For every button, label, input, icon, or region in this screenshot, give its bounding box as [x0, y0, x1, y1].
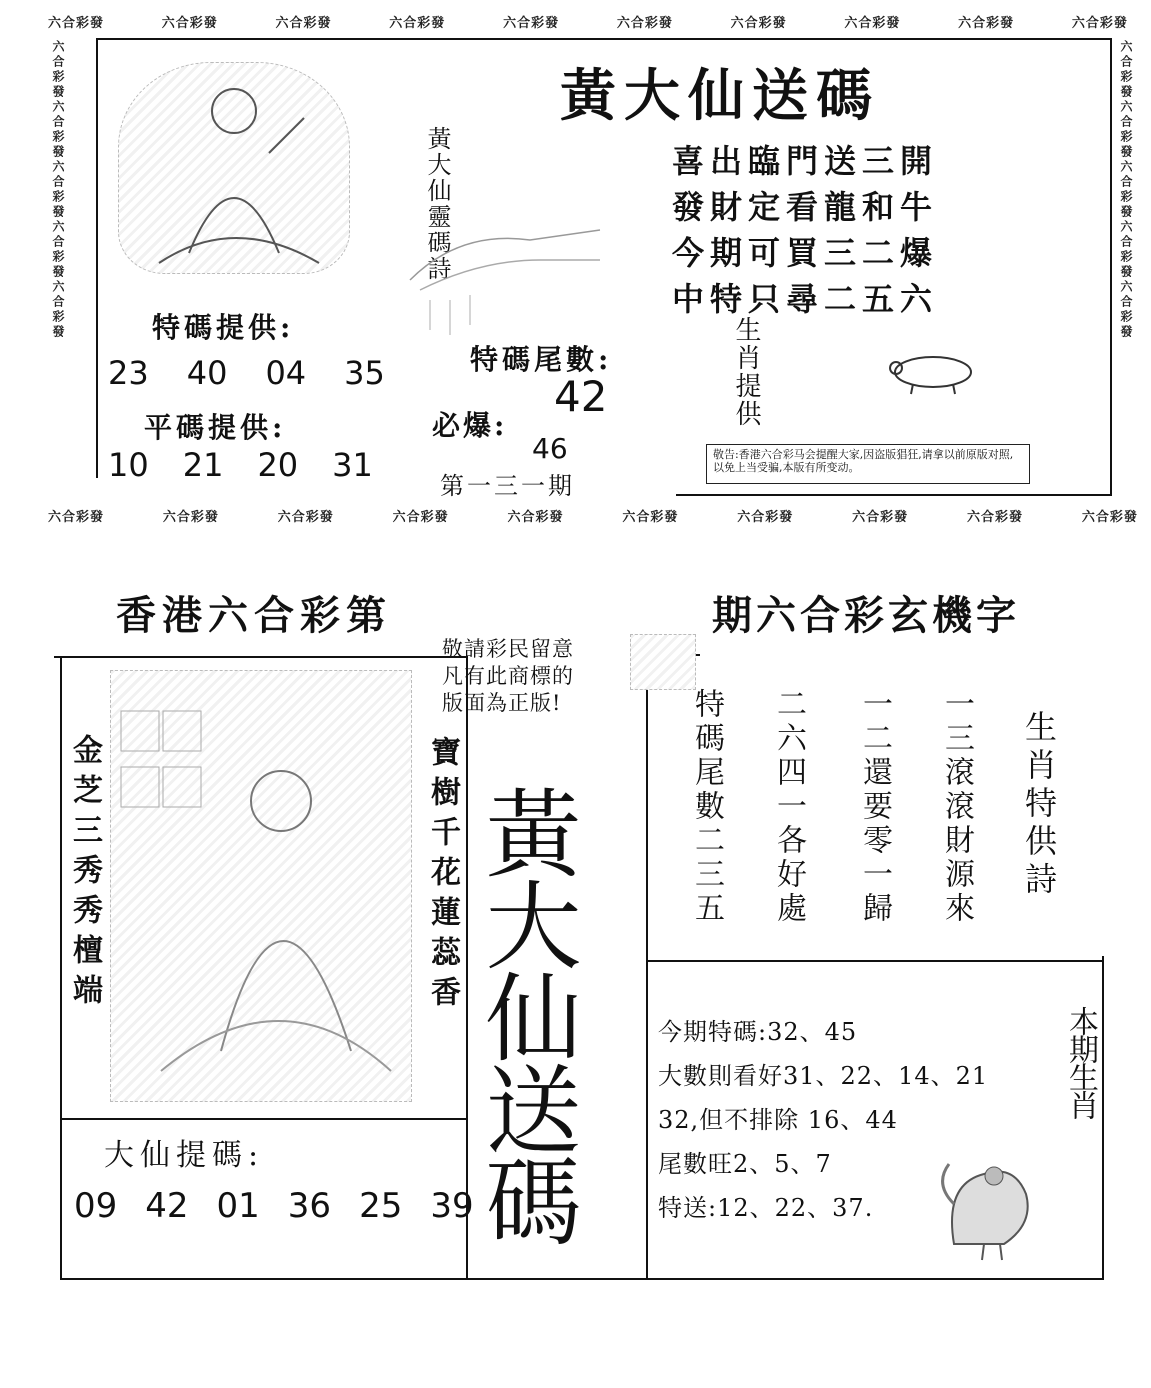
special-label: 特碼提供:: [152, 311, 295, 344]
notice-text: 敬告:香港六合彩马会提醒大家,因盗版猖狂,请拿以前原版对照,以免上当受骗,本版有所变动。: [713, 448, 1014, 474]
border-text: 六合彩發: [737, 510, 794, 525]
border-text: 六合彩發: [622, 510, 679, 525]
zodiac-side: 本期生肖: [1063, 1006, 1098, 1118]
border-strip-top: [48, 12, 1128, 31]
frame-top: [96, 38, 1112, 40]
top-title: 黃大仙送碼: [560, 63, 880, 129]
zodiac-label: 生肖提供: [731, 316, 761, 428]
poem-line: 發財定看龍和牛: [672, 188, 939, 226]
tip-number: 25: [359, 1186, 403, 1226]
info-line: 今期特碼:32、45: [658, 1018, 858, 1046]
border-text: 六合彩發: [389, 16, 446, 31]
special-number: 35: [344, 354, 385, 392]
info-line: 尾數旺2、5、7: [658, 1150, 832, 1178]
border-text: 六合彩發: [162, 510, 219, 525]
border-text: 六合彩發: [507, 510, 564, 525]
special-number: 40: [186, 354, 228, 392]
poem-column: 生肖特供詩: [1020, 710, 1058, 900]
scholar-figure-image: [110, 670, 412, 1102]
tail-label: 特碼尾數:: [470, 343, 613, 376]
special-number: 23: [108, 354, 149, 392]
tip-number: 42: [145, 1186, 189, 1226]
left-couplet: 金芝三秀秀檀端: [67, 734, 102, 1014]
border-text: 六合彩發: [616, 16, 673, 31]
notice-box: [706, 444, 1030, 484]
must-label: 必爆:: [432, 409, 508, 442]
flat-number: 10: [108, 446, 149, 484]
border-strip-left: 六合彩發六合彩發六合彩發六合彩發六合彩發: [51, 40, 65, 340]
border-strip-right: 六合彩發六合彩發六合彩發六合彩發六合彩發: [1119, 40, 1133, 340]
center-notice: [442, 636, 574, 717]
border-text: 六合彩發: [730, 16, 787, 31]
special-number: 04: [265, 354, 307, 392]
pig-icon: [878, 348, 988, 398]
tip-label: 大仙提碼:: [104, 1138, 265, 1173]
flat-numbers: [108, 446, 373, 484]
border-text: 六合彩發: [48, 510, 105, 525]
frame-top-left: [54, 656, 468, 658]
scholar-sketch: [111, 671, 411, 1101]
center-notice-line: 版面為正版!: [442, 691, 562, 715]
issue-label: 第一三一期: [440, 472, 575, 500]
bottom-section: [0, 630, 1151, 1330]
flat-number: 21: [182, 446, 224, 484]
border-text: 六合彩發: [1071, 16, 1128, 31]
tip-numbers: [74, 1186, 474, 1226]
info-line: 32,但不排除 16、44: [658, 1106, 898, 1134]
flat-label: 平碼提供:: [144, 411, 287, 444]
divider-center-left: [466, 656, 468, 1278]
poem-label: 黃大仙靈碼詩: [423, 126, 451, 282]
flat-number: 31: [332, 446, 373, 484]
info-line: 大數則看好31、22、14、21: [658, 1062, 989, 1090]
trademark-stamp-image: [630, 634, 696, 690]
tip-number: 39: [430, 1186, 474, 1226]
tail-value: 42: [554, 372, 608, 421]
border-text: 六合彩發: [958, 16, 1015, 31]
top-section: [0, 0, 1151, 530]
tip-number: 09: [74, 1186, 118, 1226]
rooster-icon: [934, 1144, 1044, 1264]
headline-right: 期六合彩玄機字: [712, 592, 1020, 639]
poem-column: 特碼尾數二三五: [689, 688, 724, 926]
poem-column: 一二還要零一歸: [857, 688, 892, 926]
border-text: 六合彩發: [967, 510, 1024, 525]
divider-right-horizontal: [646, 960, 1102, 962]
flat-number: 20: [257, 446, 299, 484]
poem-column: 一三滾滾財源來: [939, 688, 974, 926]
must-value: 46: [532, 432, 568, 460]
center-notice-line: 敬請彩民留意: [442, 637, 574, 661]
frame-right: [1102, 956, 1104, 1278]
center-notice-line: 凡有此商標的: [442, 664, 574, 688]
border-text: 六合彩發: [48, 16, 105, 31]
hand-sketch-icon: [400, 220, 610, 340]
border-text: 六合彩發: [844, 16, 901, 31]
border-strip-bottom: [48, 506, 1138, 525]
border-text: 六合彩發: [1081, 510, 1138, 525]
frame-bottom-right: [676, 494, 1112, 496]
divider-center-right: [646, 654, 648, 1278]
headline-left: 香港六合彩第: [116, 592, 392, 639]
frame-right: [1110, 38, 1112, 496]
border-text: 六合彩發: [161, 16, 218, 31]
right-couplet: 寶樹千花蓮蕊香: [425, 736, 460, 1016]
frame-left: [96, 38, 98, 478]
border-text: 六合彩發: [503, 16, 560, 31]
border-text: 六合彩發: [392, 510, 449, 525]
special-numbers: [108, 354, 385, 392]
tip-number: 01: [216, 1186, 260, 1226]
deity-figure-image: [118, 62, 350, 274]
poem-line: 今期可買三二爆: [672, 234, 939, 272]
info-line: 特送:12、22、37.: [658, 1194, 874, 1222]
deity-sketch: [119, 63, 349, 273]
border-text: 六合彩發: [277, 510, 334, 525]
tip-number: 36: [287, 1186, 332, 1226]
poem-line: 喜出臨門送三開: [672, 142, 939, 180]
frame-bottom: [60, 1278, 1104, 1280]
border-text: 六合彩發: [275, 16, 332, 31]
poem-lines: [672, 138, 938, 322]
poem-column: 二六四一各好處: [771, 688, 806, 926]
poem-line: 中特只尋二五六: [672, 280, 939, 318]
divider-left-horizontal: [60, 1118, 466, 1120]
border-text: 六合彩發: [852, 510, 909, 525]
center-title: 黃大仙送碼: [470, 784, 582, 1244]
